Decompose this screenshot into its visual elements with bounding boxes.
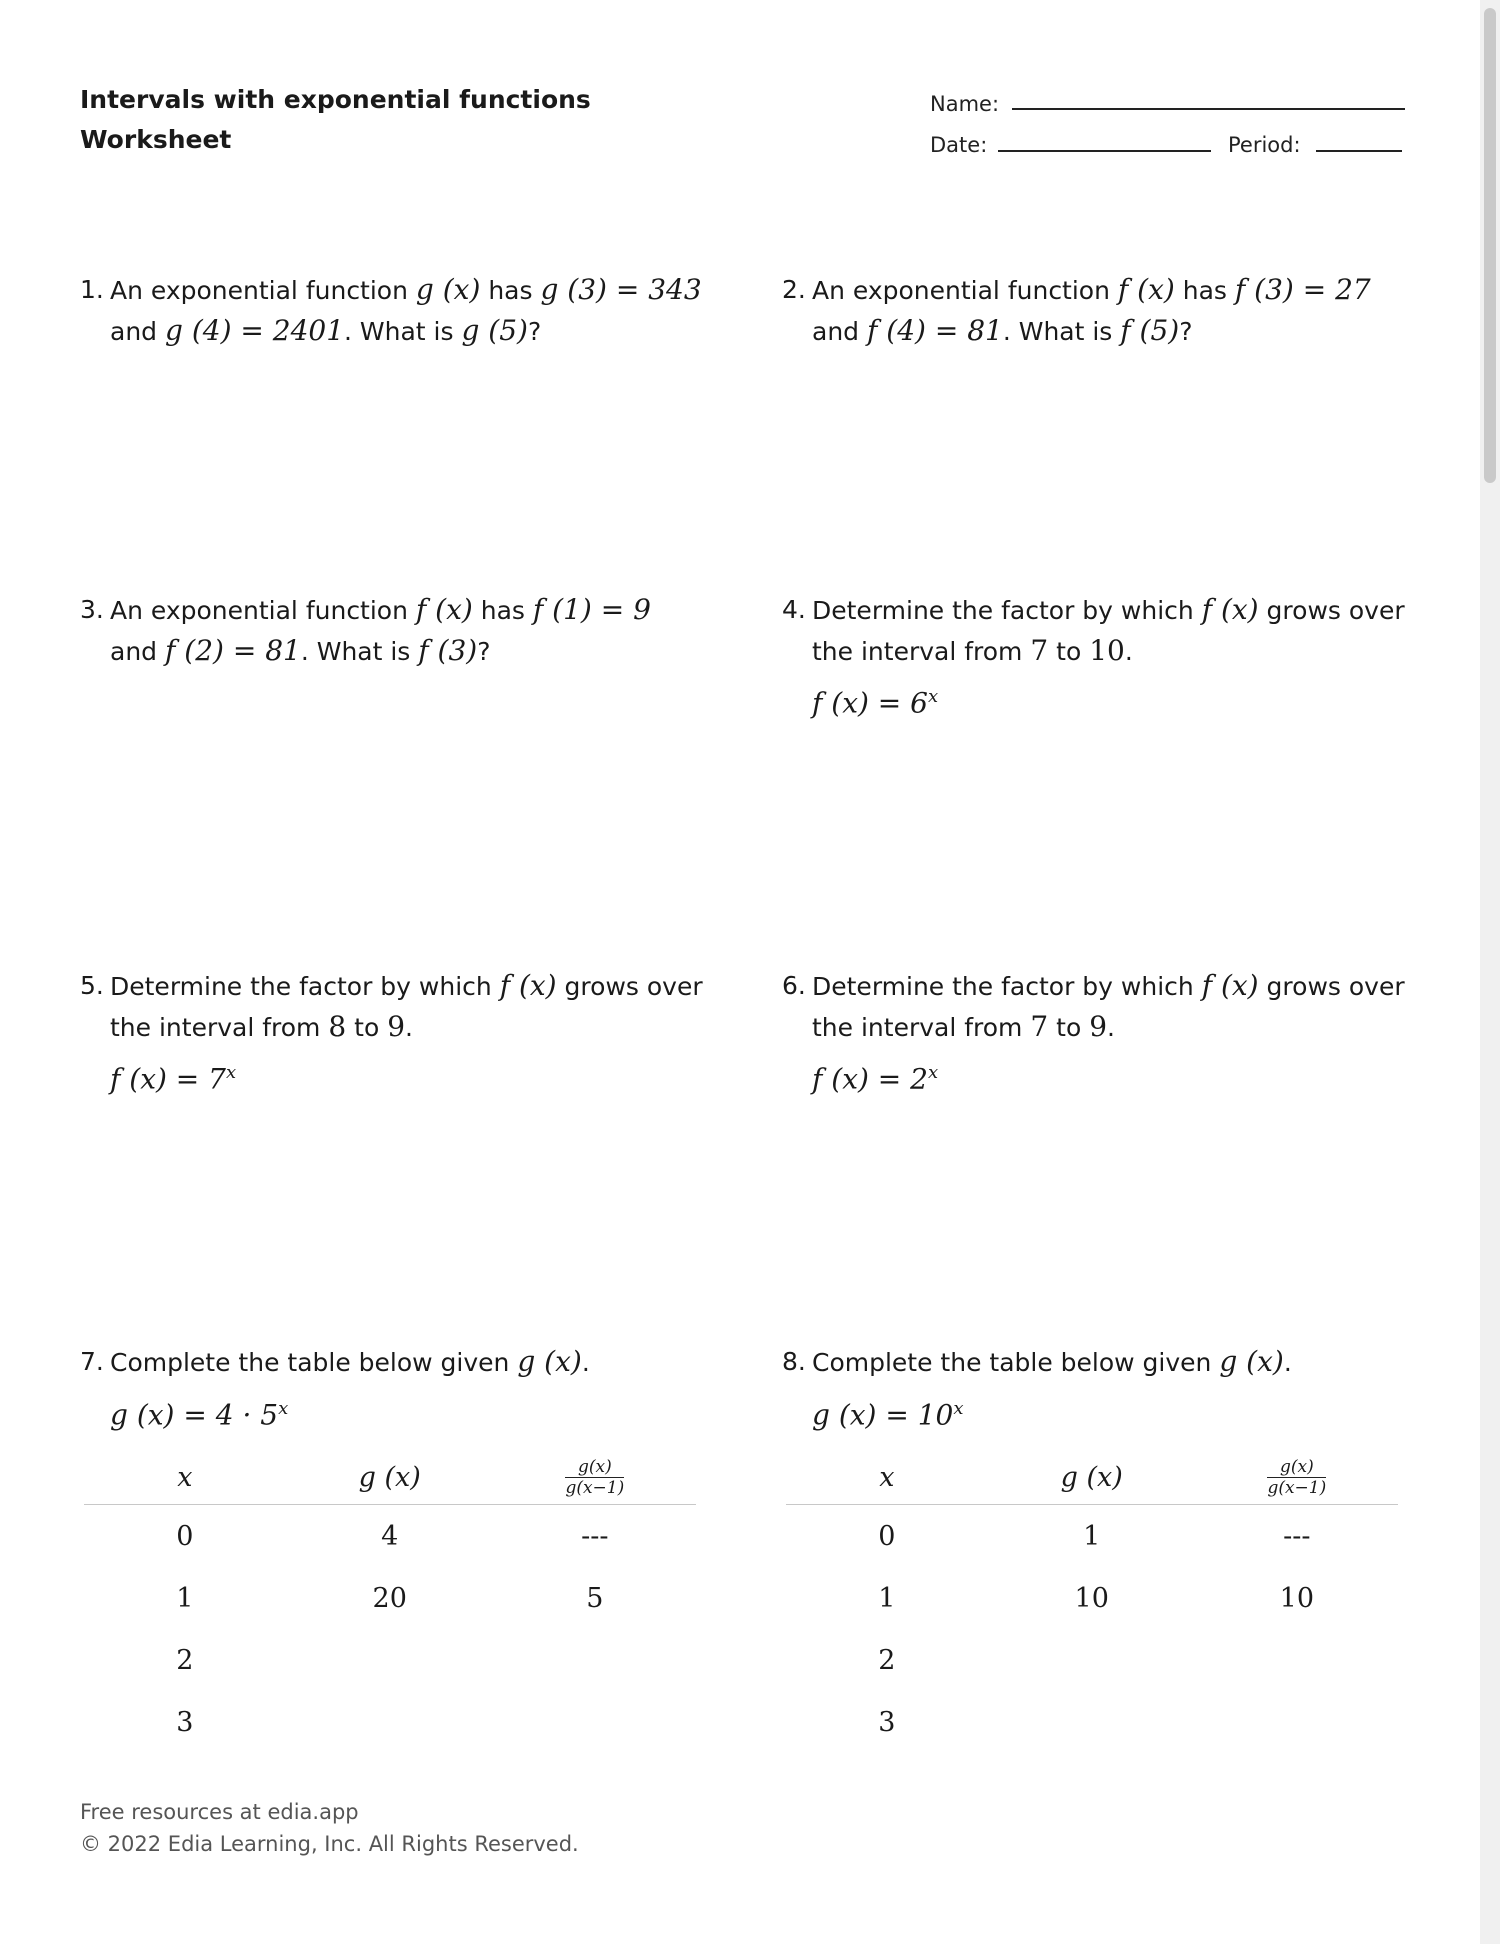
equation-lhs: g (x) = 4 · 5 xyxy=(110,1398,279,1432)
cell[interactable] xyxy=(988,1691,1196,1753)
interval-end: 9 xyxy=(1089,1010,1108,1043)
question-text: to xyxy=(1056,1013,1082,1042)
question-text: . xyxy=(1124,637,1133,666)
question-text: Determine the factor by which xyxy=(812,596,1194,625)
question-number: 7. xyxy=(80,1347,104,1376)
question-5 xyxy=(80,966,720,1048)
question-number: 6. xyxy=(782,971,806,1000)
question-3 xyxy=(80,590,720,672)
cell: 2 xyxy=(878,1644,896,1676)
cell: 1 xyxy=(878,1582,896,1614)
footer-copyright: © 2022 Edia Learning, Inc. All Rights Reserved. xyxy=(80,1832,579,1856)
name-label: Name: xyxy=(930,92,1000,116)
function-name: f (x) xyxy=(1201,593,1259,626)
column-header-gx xyxy=(988,1450,1196,1505)
cell: 3 xyxy=(878,1706,896,1738)
question-text: . xyxy=(1107,1013,1115,1042)
question-text: Complete the table below given xyxy=(110,1348,510,1377)
equation-6 xyxy=(812,1062,938,1095)
table-row xyxy=(786,1691,1398,1753)
fraction-numerator: g(x) xyxy=(1267,1457,1326,1478)
question-number: 5. xyxy=(80,971,104,1000)
cell: 1 xyxy=(176,1582,194,1614)
question-text: has xyxy=(1182,276,1227,305)
function-name: f (x) xyxy=(499,969,557,1002)
function-name: g (x) xyxy=(517,1345,582,1378)
period-label: Period: xyxy=(1228,133,1301,157)
question-1 xyxy=(80,270,720,352)
date-label: Date: xyxy=(930,133,988,157)
interval-start: 8 xyxy=(328,1010,347,1043)
interval-end: 10 xyxy=(1089,634,1125,667)
asked-value: g (5) xyxy=(461,314,528,347)
question-text: An exponential function xyxy=(812,276,1110,305)
scrollbar-thumb[interactable] xyxy=(1484,8,1496,483)
question-number: 3. xyxy=(80,595,104,624)
table-header-row xyxy=(786,1450,1398,1505)
question-2 xyxy=(782,270,1422,352)
interval-end: 9 xyxy=(387,1010,406,1043)
question-text: Determine the factor by which xyxy=(812,972,1194,1001)
question-text: . xyxy=(1283,1348,1292,1377)
function-name: g (x) xyxy=(415,273,481,306)
cell: 0 xyxy=(878,1520,896,1552)
scrollbar[interactable] xyxy=(1480,0,1500,1944)
question-text: ? xyxy=(1179,317,1193,346)
cell: 3 xyxy=(176,1706,194,1738)
equation-exponent: x xyxy=(927,1062,939,1083)
cell: --- xyxy=(1283,1520,1311,1552)
question-text: and xyxy=(812,317,860,346)
question-text: the interval from xyxy=(812,637,1023,666)
question-text: Complete the table below given xyxy=(812,1348,1212,1377)
question-8 xyxy=(782,1342,1422,1383)
column-header-x xyxy=(84,1450,286,1505)
worksheet-subtitle: Worksheet xyxy=(80,125,232,154)
question-text: ? xyxy=(527,317,542,346)
ratio-fraction xyxy=(565,1457,624,1498)
question-text: has xyxy=(488,276,533,305)
date-field[interactable] xyxy=(998,150,1211,152)
question-text: . What is xyxy=(344,317,454,346)
cell: --- xyxy=(581,1520,609,1552)
cell: 5 xyxy=(586,1582,604,1614)
ratio-fraction xyxy=(1267,1457,1326,1498)
question-text: the interval from xyxy=(812,1013,1023,1042)
question-text: . xyxy=(581,1348,590,1377)
question-text: An exponential function xyxy=(110,276,408,305)
function-name: f (x) xyxy=(1201,969,1259,1002)
column-header-x xyxy=(786,1450,988,1505)
given-value: f (3) = 27 xyxy=(1234,273,1371,306)
equation-lhs: f (x) = 7 xyxy=(110,1062,226,1096)
table-row xyxy=(84,1629,696,1691)
equation-8 xyxy=(812,1398,964,1431)
question-number: 4. xyxy=(782,595,806,624)
cell[interactable] xyxy=(494,1691,696,1753)
table-row xyxy=(84,1505,696,1568)
cell: 10 xyxy=(1074,1582,1109,1614)
cell[interactable] xyxy=(286,1691,494,1753)
question-text: An exponential function xyxy=(110,596,408,625)
name-field[interactable] xyxy=(1012,108,1405,110)
fraction-numerator: g(x) xyxy=(565,1457,624,1478)
equation-4 xyxy=(812,686,938,719)
worksheet-title: Intervals with exponential functions xyxy=(80,85,591,114)
cell[interactable] xyxy=(494,1629,696,1691)
asked-value: f (3) xyxy=(418,634,478,667)
cell[interactable] xyxy=(286,1629,494,1691)
question-text: Determine the factor by which xyxy=(110,972,492,1001)
equation-exponent: x xyxy=(953,1398,964,1419)
column-header-ratio xyxy=(494,1450,696,1505)
question-text: has xyxy=(480,596,525,625)
header-text: x xyxy=(879,1461,895,1493)
values-table-8 xyxy=(786,1450,1398,1753)
header-text: g (x) xyxy=(358,1461,421,1493)
cell: 4 xyxy=(381,1520,399,1552)
table-row xyxy=(786,1567,1398,1629)
question-6 xyxy=(782,966,1422,1048)
table-row xyxy=(84,1691,696,1753)
function-name: g (x) xyxy=(1219,1345,1284,1378)
table-row xyxy=(786,1629,1398,1691)
question-text: and xyxy=(110,637,158,666)
question-number: 1. xyxy=(80,275,104,304)
cell[interactable] xyxy=(1196,1691,1398,1753)
question-text: . xyxy=(405,1013,413,1042)
asked-value: f (5) xyxy=(1120,314,1180,347)
question-number: 2. xyxy=(782,275,806,304)
cell: 0 xyxy=(176,1520,194,1552)
header-text: x xyxy=(177,1461,193,1493)
footer-resources: Free resources at edia.app xyxy=(80,1800,359,1824)
cell[interactable] xyxy=(988,1629,1196,1691)
equation-lhs: g (x) = 10 xyxy=(812,1398,954,1432)
equation-exponent: x xyxy=(927,686,939,707)
given-value: f (1) = 9 xyxy=(532,593,651,626)
question-text: . What is xyxy=(300,637,411,666)
question-text: to xyxy=(1056,637,1082,666)
question-number: 8. xyxy=(782,1347,806,1376)
cell[interactable] xyxy=(1196,1629,1398,1691)
cell: 10 xyxy=(1279,1582,1315,1614)
equation-exponent: x xyxy=(225,1062,237,1083)
question-text: and xyxy=(110,317,158,346)
interval-start: 7 xyxy=(1030,634,1049,667)
question-text: . What is xyxy=(1002,317,1113,346)
header-text: g (x) xyxy=(1060,1461,1123,1493)
question-text: grows over xyxy=(1266,596,1405,625)
equation-7 xyxy=(110,1398,288,1431)
equation-lhs: f (x) = 6 xyxy=(812,686,928,720)
given-value: f (4) = 81 xyxy=(867,314,1003,347)
question-text: to xyxy=(354,1013,380,1042)
function-name: f (x) xyxy=(1117,273,1175,306)
question-7 xyxy=(80,1342,720,1383)
question-text: grows over xyxy=(564,972,703,1001)
fraction-denominator: g(x−1) xyxy=(565,1477,625,1498)
given-value: f (2) = 81 xyxy=(165,634,301,667)
interval-start: 7 xyxy=(1030,1010,1049,1043)
question-text: the interval from xyxy=(110,1013,321,1042)
equation-5 xyxy=(110,1062,236,1095)
values-table-7 xyxy=(84,1450,696,1753)
cell: 2 xyxy=(176,1644,194,1676)
question-4 xyxy=(782,590,1422,672)
question-text: ? xyxy=(477,637,491,666)
table-header-row xyxy=(84,1450,696,1505)
question-text: grows over xyxy=(1266,972,1405,1001)
given-value: g (4) = 2401 xyxy=(165,314,345,347)
function-name: f (x) xyxy=(415,593,473,626)
period-field[interactable] xyxy=(1316,150,1402,152)
cell: 20 xyxy=(372,1582,407,1614)
table-row xyxy=(84,1567,696,1629)
equation-exponent: x xyxy=(278,1398,289,1419)
table-row xyxy=(786,1505,1398,1568)
column-header-gx xyxy=(286,1450,494,1505)
equation-lhs: f (x) = 2 xyxy=(812,1062,928,1096)
column-header-ratio xyxy=(1196,1450,1398,1505)
given-value: g (3) = 343 xyxy=(540,273,702,306)
cell: 1 xyxy=(1083,1520,1101,1552)
fraction-denominator: g(x−1) xyxy=(1267,1477,1327,1498)
